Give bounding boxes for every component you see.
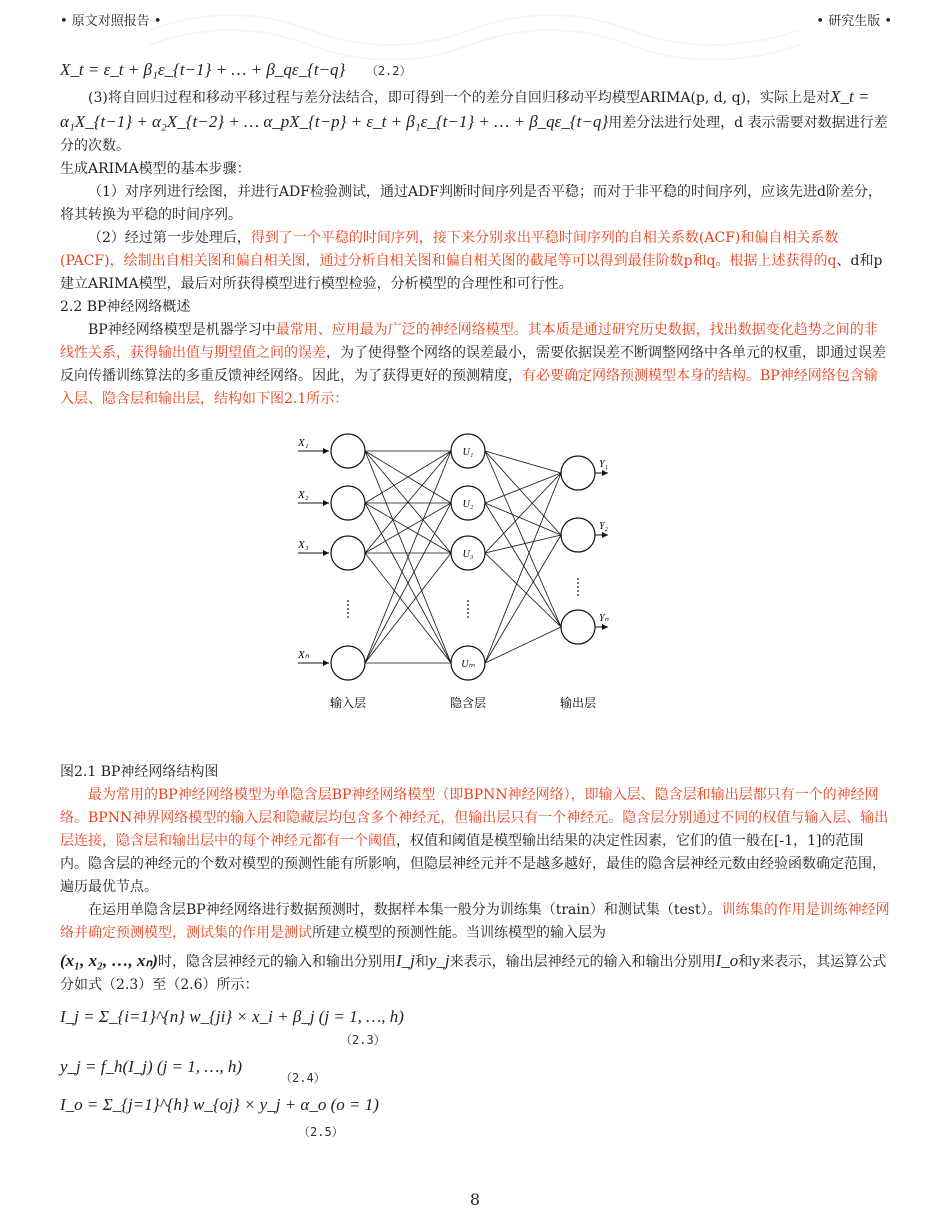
header-right: • 研究生版 • (816, 14, 892, 29)
step-1: （1）对序列进行绘图，并进行ADF检验测试，通过ADF判断时间序列是否平稳；而对于非平稳的时间序列，应该先进d阶差分，将其转换为平稳的时间序列。 (60, 184, 882, 223)
bp-highlight-2: 有必要确定网络预测模型本身的结构。BP神经网络包含输入层、隐含层和输出层，结构如下图2.1所示： (60, 368, 878, 407)
equation-2-5-tag: （2.5） (298, 1125, 344, 1139)
arima-text-b: 用差分法进行处理，d 表示需要对数据进行差分的次数。 (60, 115, 888, 154)
ellipsis-dot (467, 600, 469, 602)
input-vector: (x₁, x₂, …, xₙ) (60, 951, 158, 970)
arrow-head (323, 660, 329, 666)
equation-2-4 (60, 1057, 890, 1095)
ellipsis-dot (347, 616, 349, 618)
input-label: X₂ (298, 489, 309, 501)
output-label: Yₙ (599, 613, 609, 624)
equation-2-2-formula: X_t = ε_t + β₁ε_{t−1} + … + β_qε_{t−q} (60, 60, 346, 79)
hidden-label: U₃ (462, 549, 474, 560)
bp-text-b: ，为了使得整个网络的误差最小，需要依据误差不断调整网络中各单元的权重，即通过误差反向传播训练算法的多重反馈神经网络。因此，为了获得更好的预测精度， (60, 345, 886, 384)
step-2-text-a: （2）经过第一步处理后， (88, 230, 251, 246)
input-label: Xₙ (298, 649, 310, 661)
arima-text-a: (3)将自回归过程和移动平移过程与差分法结合，即可得到一个的差分自回归移动平均模型ARIMA(p, d, q)，实际上是对 (88, 90, 831, 106)
paragraph-bp-overview (60, 319, 890, 411)
output-node (561, 518, 595, 552)
single-hidden-highlight: 最为常用的BP神经网络模型为单隐含层BP神经网络模型（即BPNN神经网络），即输入层、隐含层和输出层都只有一个的神经网络。BPNN神界网络模型的输入层和隐藏层均包含多个神经元，但输出层只有一个神经元。隐含层分别通过不同的权值与输入层、输出层连接，隐含层和输出层中的每个神经元都有一个阈值 (60, 787, 889, 849)
arrow-head (602, 470, 608, 476)
equation-2-3-formula: I_j = Σ_{i=1}^{n} w_{ji} × x_i + β_j (j = 1, …, h) (60, 1007, 404, 1026)
ellipsis-dot (347, 600, 349, 602)
ellipsis-dot (467, 612, 469, 614)
ellipsis-dot (577, 590, 579, 592)
edge-hidden-output (485, 451, 561, 473)
step-2-text-b: 、d和p建立ARIMA模型，最后对所获得模型进行模型检验，分析模型的合理性和可行性。 (60, 253, 883, 292)
steps-title: 生成ARIMA模型的基本步骤： (60, 161, 251, 177)
hidden-label: Uₘ (461, 659, 475, 670)
arrow-head (602, 532, 608, 538)
arrow-head (323, 500, 329, 506)
edge-hidden-output (485, 473, 561, 663)
symbol-yj: y_j (428, 951, 450, 970)
section-heading-2-2: 2.2 BP神经网络概述 (60, 299, 191, 315)
page-number: 8 (469, 1190, 481, 1209)
edge-hidden-output (485, 503, 561, 535)
arrow-head (323, 448, 329, 454)
ellipsis-dot (577, 582, 579, 584)
edge-hidden-output (485, 451, 561, 535)
symbol-Io: I_o (715, 951, 739, 970)
input-node (331, 434, 365, 468)
train-text-b: 所建立模型的预测性能。当训练模型的输入层为 (312, 925, 606, 941)
watermark-pattern (150, 0, 800, 60)
document-body (60, 58, 890, 1145)
equation-2-3 (60, 1007, 890, 1057)
single-hidden-text: ，权值和阈值是模型输出结果的决定性因素，它们的值一般在[-1，1]的范围内。隐含层的神经元的个数对模型的预测性能有所影响，但隐层神经元并不是越多越好，最佳的隐含层神经元数由经验函数确定范围，遍历最优节点。 (60, 833, 886, 895)
arima-formula: X_t = α₁X_{t−1} + α₂X_{t−2} + … α_pX_{t−p} + ε_t + β₁ε_{t−1} + … + β_qε_{t−q} (60, 87, 870, 131)
output-label: Y₂ (599, 521, 609, 532)
io-text-a: 时，隐含层神经元的输入和输出分别用 (157, 954, 396, 970)
ellipsis-dot (577, 586, 579, 588)
input-label: X₁ (298, 437, 309, 449)
paragraph-io (60, 949, 890, 997)
equation-2-3-tag: （2.3） (340, 1033, 386, 1047)
ellipsis-dot (467, 608, 469, 610)
bp-highlight-1: 最常用、应用最为广泛的神经网络模型。其本质是通过研究历史数据，找出数据变化趋势之间的非线性关系，获得输出值与期望值之间的误差 (60, 322, 878, 361)
edge-hidden-output (485, 535, 561, 663)
io-text-b: 来表示，输出层神经元的输入和输出分别用 (449, 954, 716, 970)
edge-hidden-output (485, 535, 561, 553)
edge-hidden-output (485, 473, 561, 553)
paragraph-single-hidden (60, 784, 890, 899)
symbol-Ij: I_j (395, 951, 415, 970)
train-text-a: 在运用单隐含层BP神经网络进行数据预测时，数据样本集一般分为训练集（train）和测试集（test）。 (88, 902, 722, 918)
bp-network-figure (290, 423, 610, 713)
ellipsis-dot (347, 612, 349, 614)
step-2 (60, 227, 890, 296)
io-text-and: 和 (414, 954, 429, 970)
hidden-label: U₂ (462, 499, 474, 510)
layer-label: 输入层 (329, 696, 367, 710)
bp-text-a: BP神经网络模型是机器学习中 (88, 322, 276, 338)
hidden-label: U₁ (462, 447, 474, 458)
equation-2-5-formula: I_o = Σ_{j=1}^{h} w_{oj} × y_j + α_o (o = 1) (60, 1095, 379, 1114)
ellipsis-dot (347, 604, 349, 606)
input-node (331, 536, 365, 570)
input-node (331, 646, 365, 680)
figure-caption: 图2.1 BP神经网络结构图 (60, 764, 219, 780)
paragraph-arima (60, 85, 890, 158)
equation-2-5 (60, 1095, 890, 1145)
ellipsis-dot (347, 608, 349, 610)
edge-hidden-output (485, 627, 561, 663)
ellipsis-dot (577, 578, 579, 580)
output-node (561, 456, 595, 490)
header-left: • 原文对照报告 • (60, 14, 162, 29)
bp-network-diagram (290, 423, 610, 713)
io-text-c: 和y来表示，其运算公式分如式（2.3）至（2.6）所示： (60, 954, 887, 993)
arrow-head (602, 624, 608, 630)
layer-label: 输出层 (559, 696, 597, 710)
ellipsis-dot (577, 594, 579, 596)
equation-2-2 (60, 58, 890, 83)
ellipsis-dot (467, 616, 469, 618)
ellipsis-dot (467, 604, 469, 606)
step-2-highlight: 得到了一个平稳的时间序列，接下来分别求出平稳时间序列的自相关系数(ACF)和偏自相关系数(PACF)，绘制出自相关图和偏自相关图，通过分析自相关图和偏自相关图的截尾等可以得到最佳阶数p和q。根据上述获得的q (60, 230, 839, 269)
edge-hidden-output (485, 553, 561, 627)
arrow-head (323, 550, 329, 556)
output-node (561, 610, 595, 644)
input-label: X₃ (298, 539, 309, 551)
output-label: Y₁ (599, 459, 609, 470)
equation-2-2-tag: （2.2） (365, 64, 412, 78)
input-node (331, 486, 365, 520)
layer-label: 隐含层 (449, 696, 487, 710)
paragraph-train-test (60, 899, 890, 945)
edge-hidden-output (485, 503, 561, 627)
train-highlight: 训练集的作用是训练神经网络并确定预测模型，测试集的作用是测试 (60, 902, 890, 941)
equation-2-4-formula: y_j = f_h(I_j) (j = 1, …, h) (60, 1057, 243, 1076)
equation-2-4-tag: （2.4） (280, 1071, 326, 1085)
